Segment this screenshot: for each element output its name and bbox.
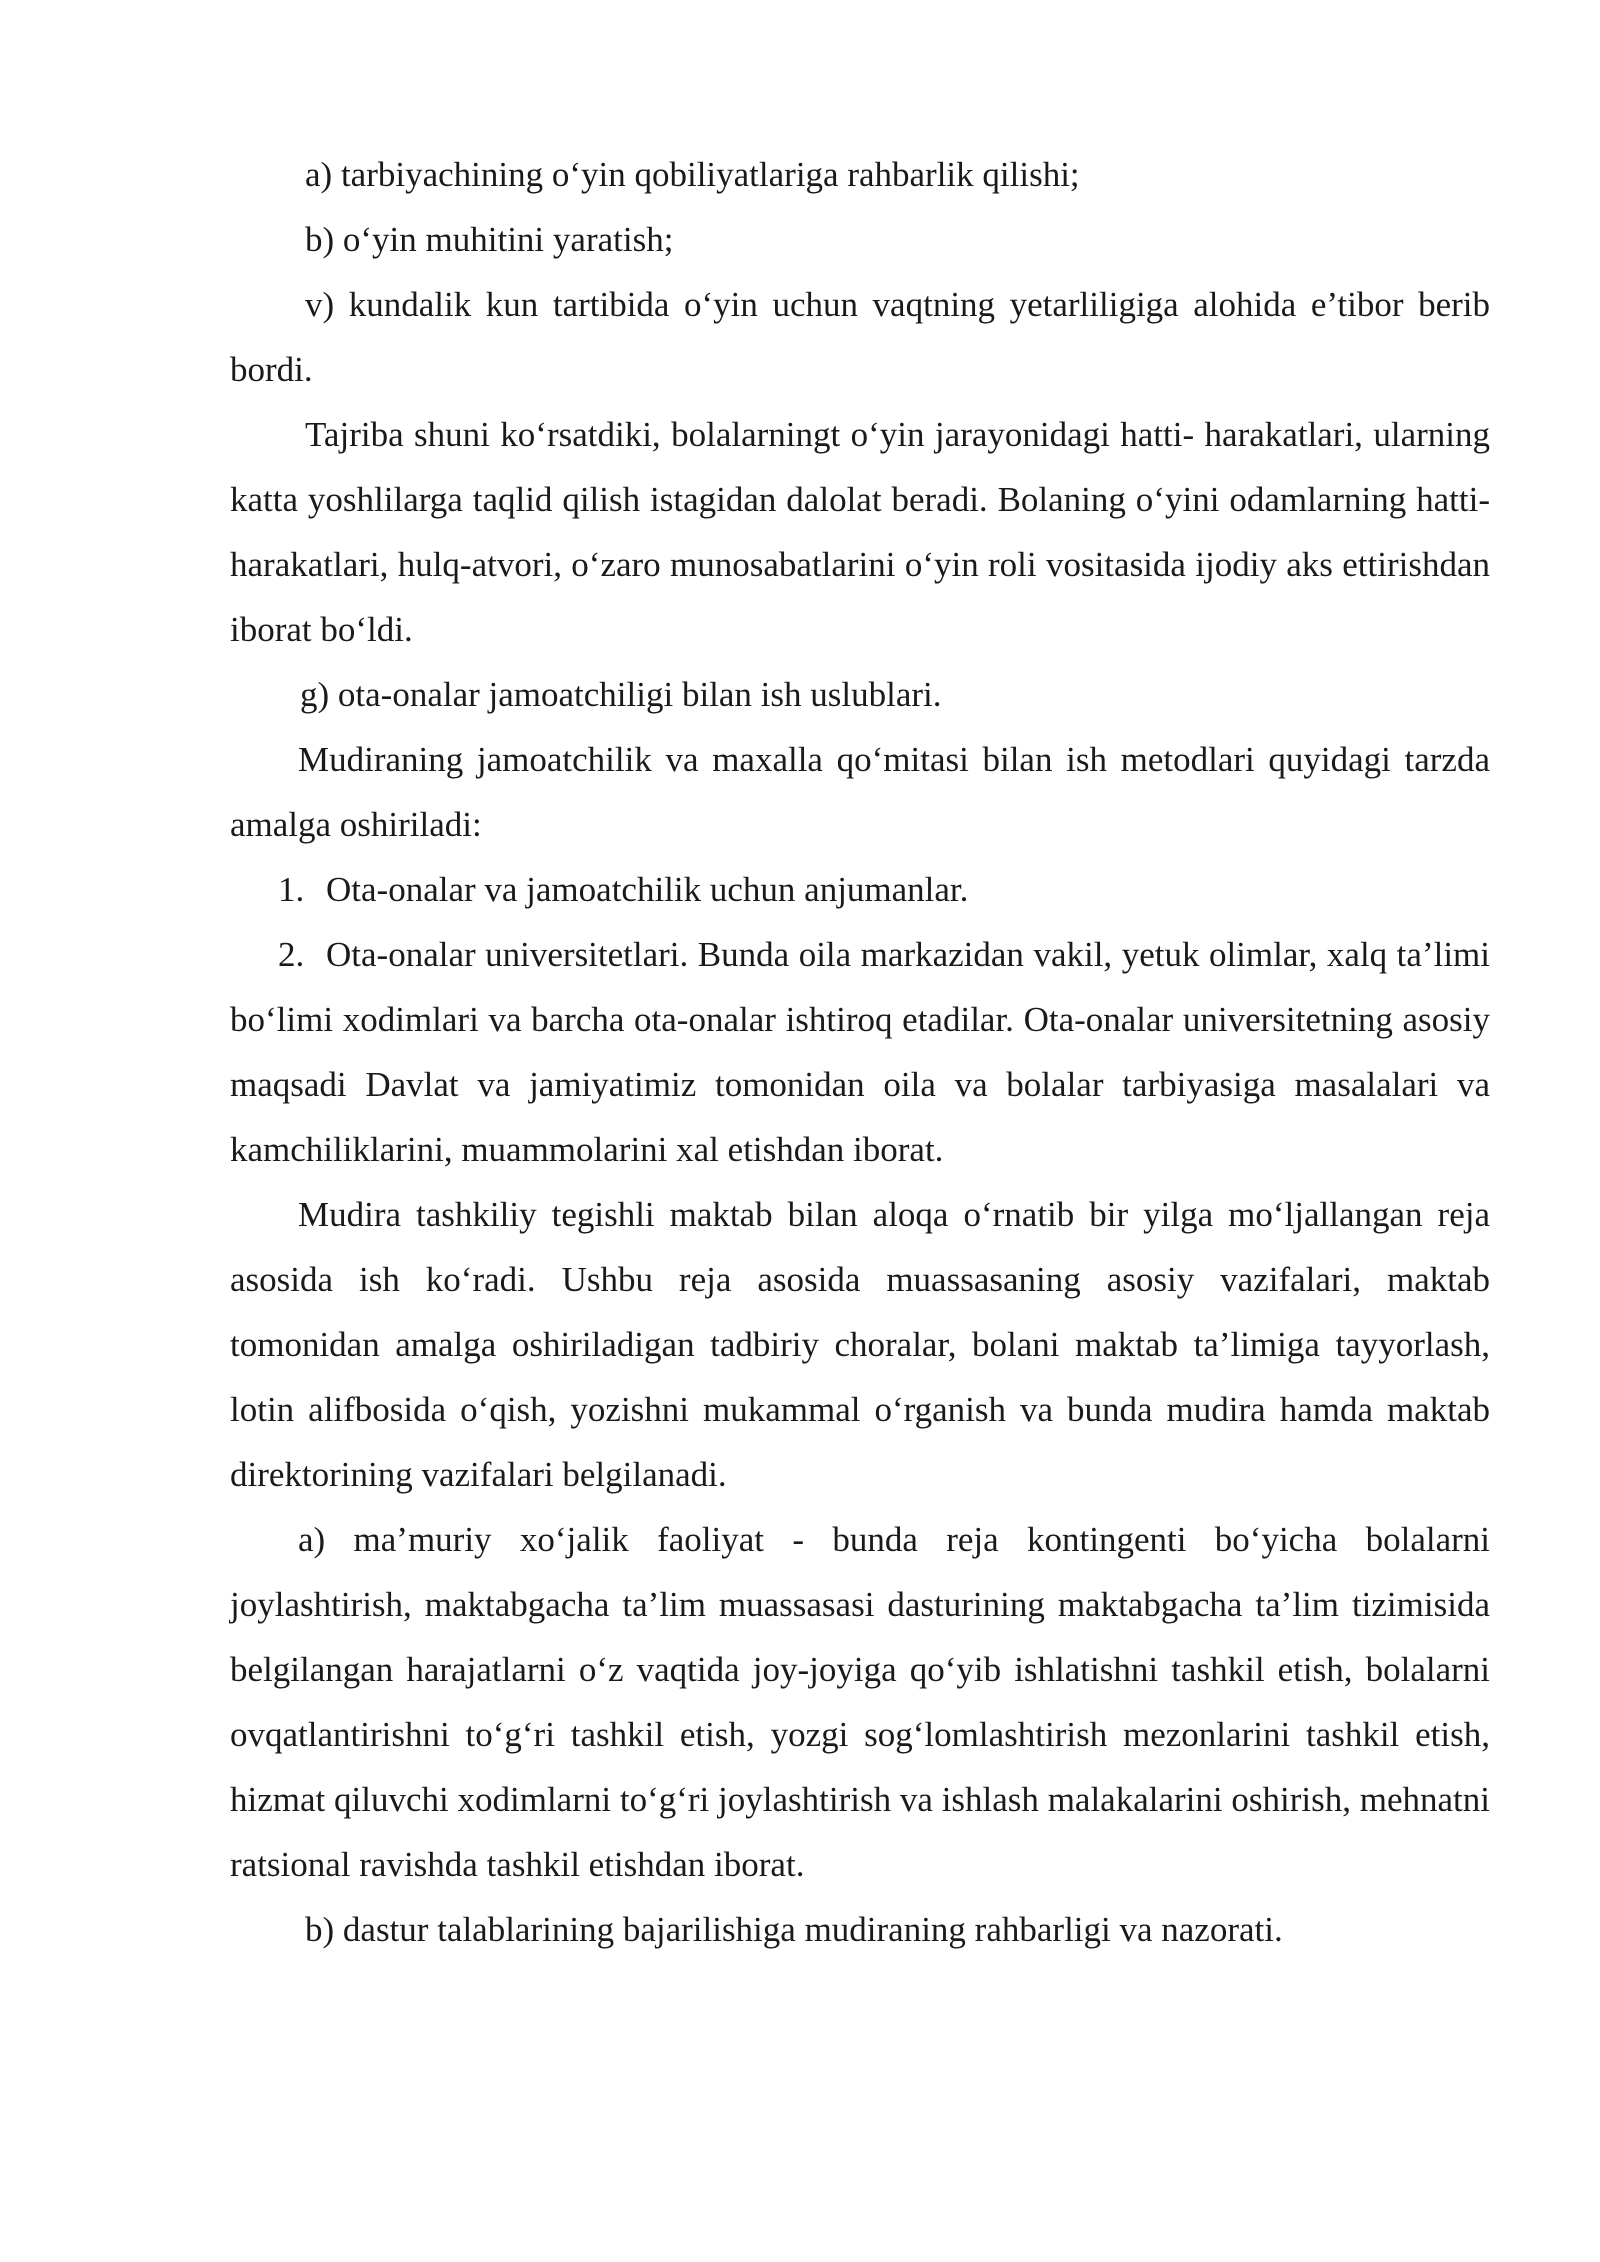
paragraph-administrative: a) ma’muriy xo‘jalik faoliyat - bunda reja kontingenti bo‘yicha bolalarni joylashtirish, maktabgacha ta’lim muassasasi dasturining maktabgacha ta’lim tizimisida belgilangan harajatlarni o‘z vaqtida joy-joyiga qo‘yib ishlatishni tashkil etish, bolalarni ovqatlantirishni to‘g‘ri tashkil etish, yozgi sog‘lomlashtirish mezonlarini tashkil etish, hizmat qiluvchi xodimlarni to‘g‘ri joylashtirish va ishlash malakalarini oshirish, mehnatni ratsional ravishda tashkil etishdan iborat. (230, 1520, 1490, 1884)
list-item-text: Ota-onalar universitetlari. Bunda oila markazidan vakil, yetuk olimlar, xalq ta’limi bo‘limi xodimlari va barcha ota-onalar ishtiroq etadilar. Ota-onalar universitetning asosiy maqsadi Davlat va jamiyatimiz tomonidan oila va bolalar tarbiyasiga masalalari va kamchiliklarini, muammolarini xal etishdan iborat. (230, 935, 1490, 1169)
paragraph-item-v: v) kundalik kun tartibida o‘yin uchun vaqtning yetarliligiga alohida e’tibor berib bordi. (230, 285, 1490, 389)
numbered-list (230, 857, 1490, 1182)
list-item-number: 2. (278, 935, 305, 974)
paragraph-item-a: a) tarbiyachining o‘yin qobiliyatlariga rahbarlik qilishi; (305, 155, 1080, 194)
paragraph-school-plan: Mudira tashkiliy tegishli maktab bilan aloqa o‘rnatib bir yilga mo‘ljallangan reja asosida ish ko‘radi. Ushbu reja asosida muassasaning asosiy vazifalari, maktab tomonidan amalga oshiriladigan tadbiriy choralar, bolani maktab ta’limiga tayyorlash, lotin alifbosida o‘qish, yozishni mukammal o‘rganish va bunda mudira hamda maktab direktorining vazifalari belgilanadi. (230, 1195, 1490, 1494)
list-item-number: 1. (278, 870, 305, 909)
paragraph-item-g: g) ota-onalar jamoatchiligi bilan ish uslublari. (300, 675, 942, 714)
paragraph-item-b: b) o‘yin muhitini yaratish; (305, 220, 674, 259)
list-item (230, 857, 1490, 922)
paragraph-program-control: b) dastur talablarining bajarilishiga mudiraning rahbarligi va nazorati. (305, 1910, 1283, 1949)
list-item-text: Ota-onalar va jamoatchilik uchun anjumanlar. (326, 870, 969, 909)
paragraph-methods-intro: Mudiraning jamoatchilik va maxalla qo‘mitasi bilan ish metodlari quyidagi tarzda amalga oshiriladi: (230, 740, 1490, 844)
document-body (230, 142, 1490, 1962)
paragraph-experience: Tajriba shuni ko‘rsatdiki, bolalarningt o‘yin jarayonidagi hatti- harakatlari, ularning katta yoshlilarga taqlid qilish istagidan dalolat beradi. Bolaning o‘yini odamlarning hatti-harakatlari, hulq-atvori, o‘zaro munosabatlarini o‘yin roli vositasida ijodiy aks ettirishdan iborat bo‘ldi. (230, 415, 1490, 649)
list-item (230, 922, 1490, 1182)
